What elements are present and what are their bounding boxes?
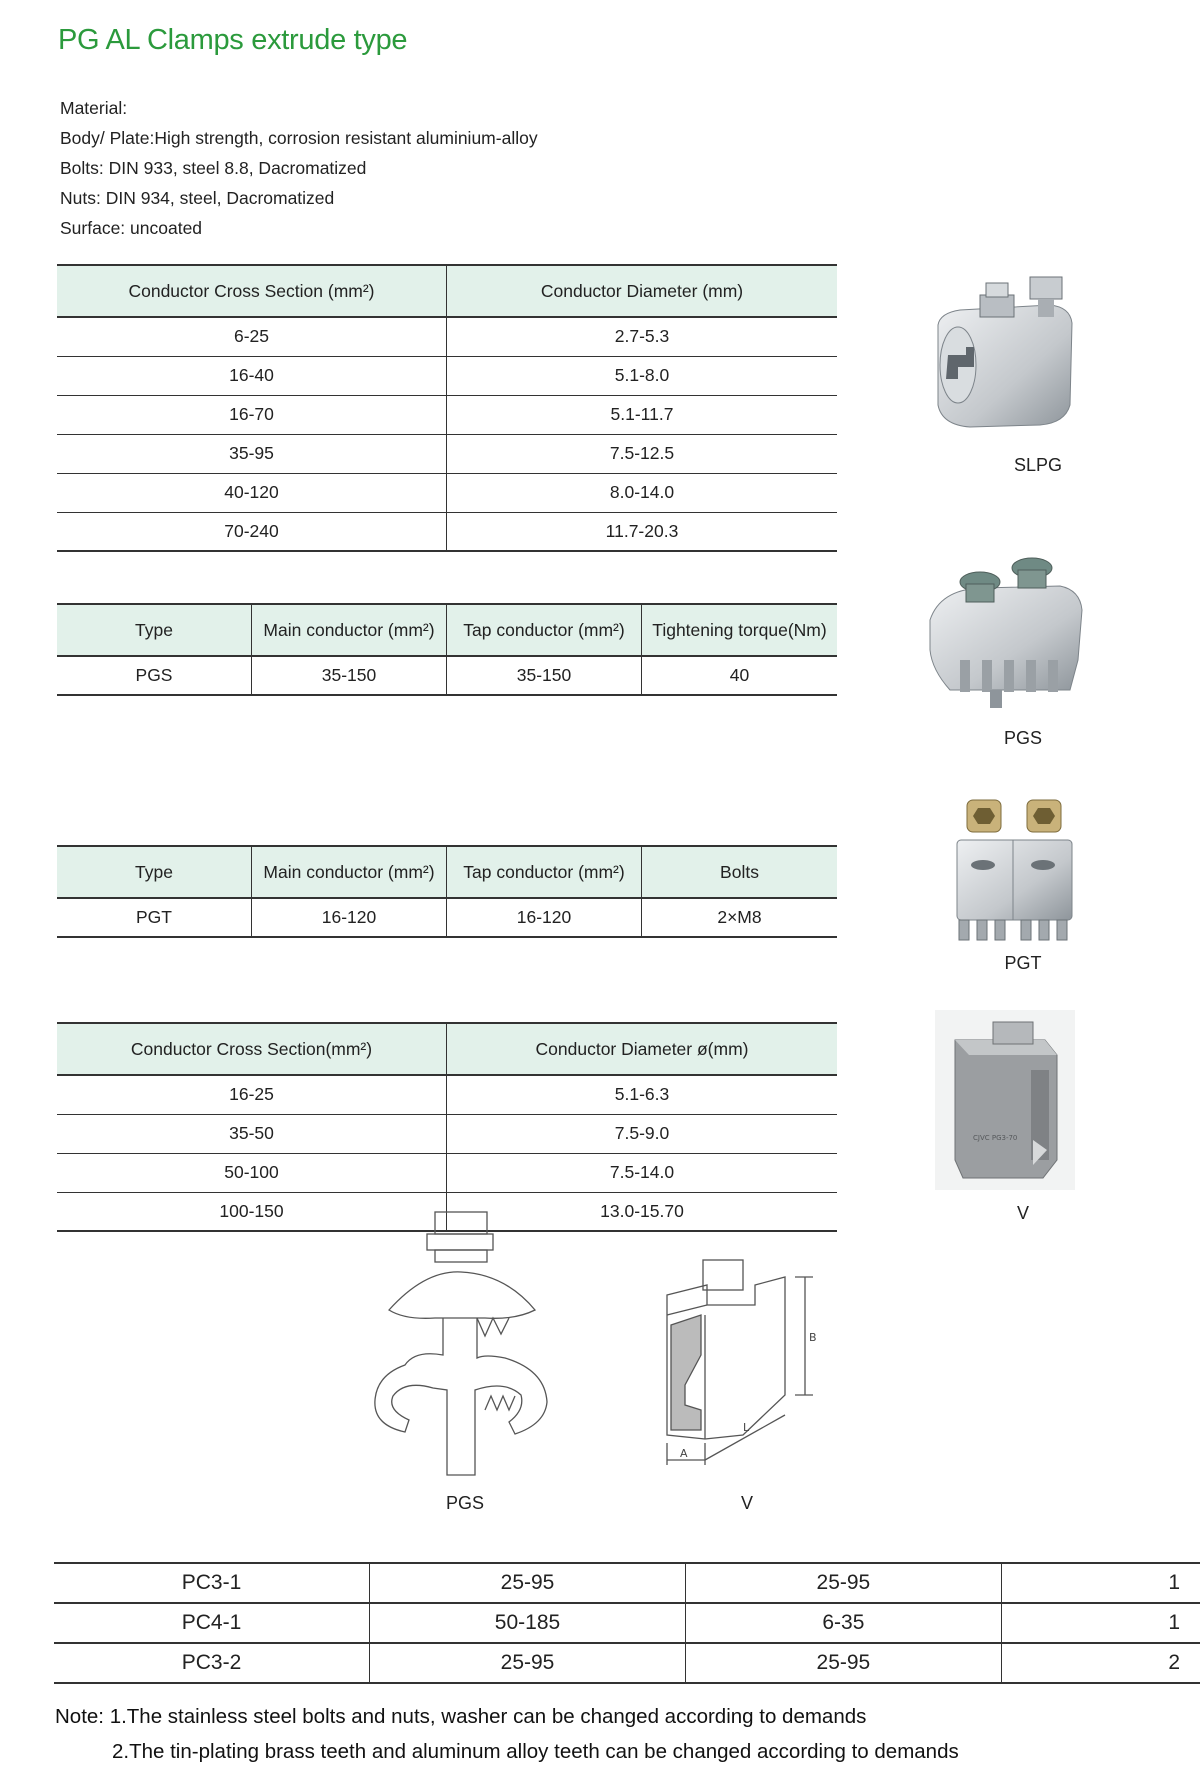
v-product-image <box>935 1010 1075 1190</box>
v-drawing-label: V <box>740 1493 753 1513</box>
table-row: PGT 16-120 16-120 2×M8 <box>57 898 837 937</box>
slpg-spec-table <box>57 264 837 552</box>
svg-text:CJVC PG3-70: CJVC PG3-70 <box>973 1134 1018 1142</box>
table-row: 40-120 8.0-14.0 <box>57 473 837 512</box>
table-row: 50-100 7.5-14.0 <box>57 1153 837 1192</box>
svg-text:A: A <box>680 1447 688 1460</box>
table-row: 70-240 11.7-20.3 <box>57 512 837 551</box>
v-label: V <box>1016 1203 1029 1223</box>
table-row: 35-50 7.5-9.0 <box>57 1114 837 1153</box>
table-header: Conductor Cross Section (mm²) <box>57 265 447 317</box>
material-label: Material: <box>60 98 128 118</box>
table-row: 100-150 13.0-15.70 <box>57 1192 837 1231</box>
material-bolts: Bolts: DIN 933, steel 8.8, Dacromatized <box>60 158 367 178</box>
table-row: PC4-1 50-185 6-35 1 <box>54 1603 1200 1643</box>
v-spec-table <box>57 1022 837 1232</box>
material-body: Body/ Plate:High strength, corrosion resistant aluminium-alloy <box>60 128 538 148</box>
v-technical-drawing <box>645 1255 855 1480</box>
table-header: Type <box>57 604 252 656</box>
slpg-label: SLPG <box>1013 455 1063 475</box>
pgt-label: PGT <box>1004 953 1042 973</box>
table-row: PC3-2 25-95 25-95 2 <box>54 1643 1200 1683</box>
pgs-label: PGS <box>1003 728 1042 748</box>
table-row: 16-40 5.1-8.0 <box>57 356 837 395</box>
material-surface: Surface: uncoated <box>60 218 203 238</box>
pc-model-table <box>54 1562 1200 1684</box>
table-header: Tap conductor (mm²) <box>447 846 642 898</box>
table-header: Conductor Diameter (mm) <box>447 265 838 317</box>
table-header: Main conductor (mm²) <box>252 846 447 898</box>
pgt-product-image <box>945 790 1085 950</box>
pgs-drawing-label: PGS <box>445 1493 484 1513</box>
pgs-spec-table <box>57 603 837 696</box>
pgs-technical-drawing <box>365 1210 565 1480</box>
table-header: Tightening torque(Nm) <box>642 604 838 656</box>
table-header: Conductor Diameter ø(mm) <box>447 1023 838 1075</box>
note-2: 2.The tin-plating brass teeth and aluminum alloy teeth can be changed according to demands <box>112 1740 959 1763</box>
table-row: 35-95 7.5-12.5 <box>57 434 837 473</box>
table-header: Type <box>57 846 252 898</box>
table-row: 6-25 2.7-5.3 <box>57 317 837 356</box>
table-header: Main conductor (mm²) <box>252 604 447 656</box>
table-row: PC3-1 25-95 25-95 1 <box>54 1563 1200 1603</box>
material-nuts: Nuts: DIN 934, steel, Dacromatized <box>60 188 335 208</box>
table-header: Conductor Cross Section(mm²) <box>57 1023 447 1075</box>
slpg-product-image <box>930 255 1080 435</box>
table-row: 16-25 5.1-6.3 <box>57 1075 837 1114</box>
table-row: PGS 35-150 35-150 40 <box>57 656 837 695</box>
page-title: PG AL Clamps extrude type <box>58 24 408 56</box>
pgs-product-image <box>920 550 1095 715</box>
table-row: 16-70 5.1-11.7 <box>57 395 837 434</box>
svg-text:L: L <box>743 1421 750 1434</box>
svg-text:B: B <box>809 1331 817 1344</box>
material-spec <box>60 93 538 243</box>
table-header: Tap conductor (mm²) <box>447 604 642 656</box>
pgt-spec-table <box>57 845 837 938</box>
table-header: Bolts <box>642 846 838 898</box>
note-1: Note: 1.The stainless steel bolts and nuts, washer can be changed according to demands <box>55 1705 867 1728</box>
